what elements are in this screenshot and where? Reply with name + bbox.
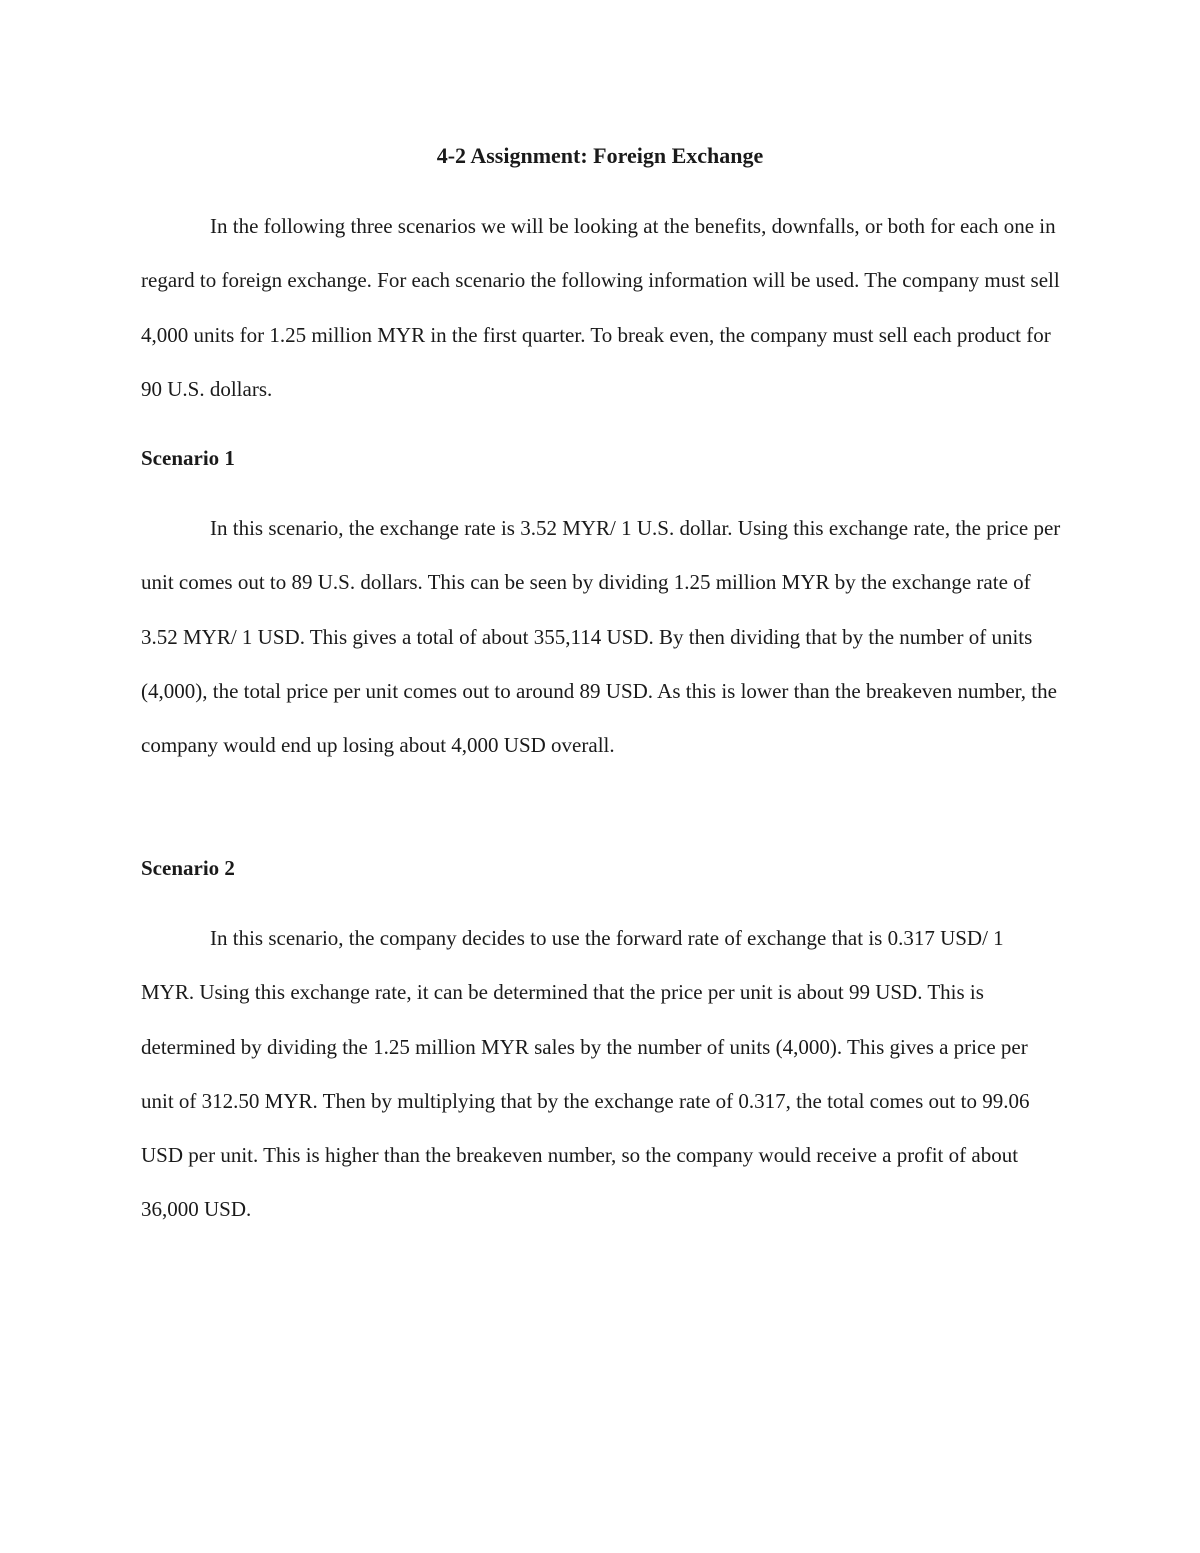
intro-paragraph: In the following three scenarios we will be looking at the benefits, downfalls, or both for each one in regard to foreign exchange. For each scenario the following information will be used. The company must sell 4,000 units for 1.25 million MYR in the first quarter. To break even, the company must sell each product for 90 U.S. dollars. xyxy=(141,214,1060,401)
scenario-1-paragraph: In this scenario, the exchange rate is 3.52 MYR/ 1 U.S. dollar. Using this exchange rate, the price per unit comes out to 89 U.S. dollars. This can be seen by dividing 1.25 million MYR by the exchange rate of 3.52 MYR/ 1 USD. This gives a total of about 355,114 USD. By then dividing that by the number of units (4,000), the total price per unit comes out to around 89 USD. As this is lower than the breakeven number, the company would end up losing about 4,000 USD overall. xyxy=(141,516,1061,758)
scenario-2-heading: Scenario 2 xyxy=(141,856,235,880)
scenario-1-heading: Scenario 1 xyxy=(141,446,235,470)
scenario-2-paragraph: In this scenario, the company decides to use the forward rate of exchange that is 0.317 USD/ 1 MYR. Using this exchange rate, it can be determined that the price per unit is about 99 USD. This is determined by dividing the 1.25 million MYR sales by the number of units (4,000). This gives a price per unit of 312.50 MYR. Then by multiplying that by the exchange rate of 0.317, the total comes out to 99.06 USD per unit. This is higher than the breakeven number, so the company would receive a profit of about 36,000 USD. xyxy=(141,926,1030,1222)
document-title: 4-2 Assignment: Foreign Exchange xyxy=(436,143,764,168)
